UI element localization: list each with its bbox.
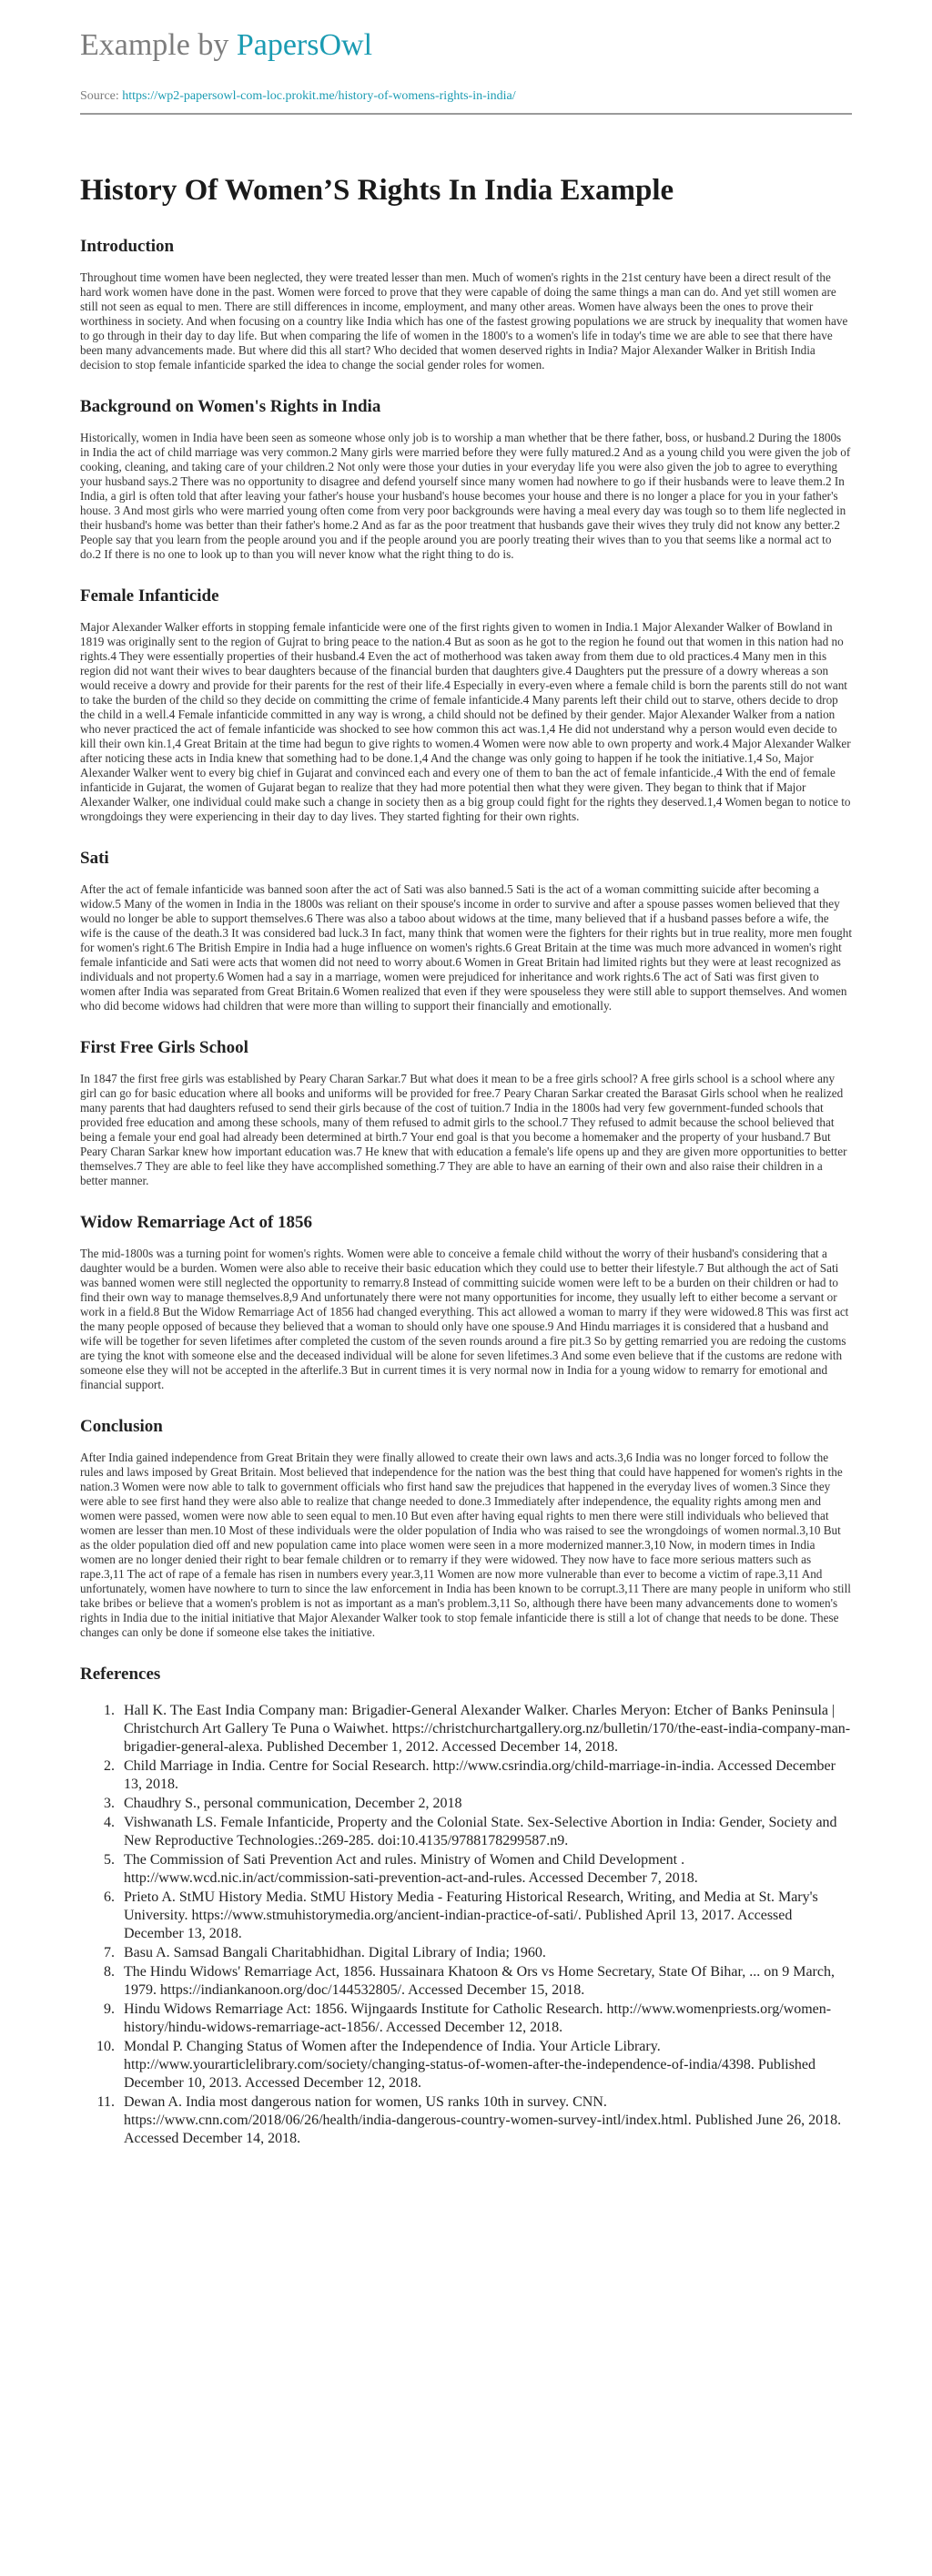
section-text-female-infanticide: Major Alexander Walker efforts in stopping female infanticide were one of the first rights given to women in India.1 Major Alexander Walker of Bowland in 1819 was originally sent to the region of Gujrat to bring peace to the nation.4 But as soon as he got to the region he found out that women in this nation had no rights.4 They were essentially properties of their husband.4 Even the act of motherhood was taken away from them due to old practices.4 Many men in this region did not want their wives to bear daughters because of the financial burden that daughters give.4 Daughters put the pressure of a dowry whereas a son would receive a dowry and provide for their parents for the rest of their life.4 Especially in every-even where a female child is born the parents still do not want to take the burden of the child so they decide on committing the crime of female infanticide.4 Many parents left their child out to starve, others decide to drop the child in a well.4 Female infanticide committed in any way is wrong, a child should not be defined by their gender. Major Alexander Walker from a nation who never practiced the act of female infanticide was shocked to see how common this act was.1,4 He did not understand why a person would even decide to kill their own kin.1,4 Great Britain at the time had begun to give rights to women.4 Women were now able to own property and work.4 Major Alexander Walker after noticing these acts in India knew that something had to be done.1,4 And the change was only going to happen if he took the initiative.1,4 So, Major Alexander Walker went to every big chief in Gujarat and convinced each and every one of them to ban the act of female infanticide.,4 With the end of female infanticide in Gujarat, the women of Gujarat began to realize that they had more potential then what they were given. They began to think that if Major Alexander Walker, one individual could make such a change in society then as a big group could fight for the rights they deserved.1,4 Women began to notice to wrongdoings they were experiencing in their day to day lives. They started fighting for their own rights. xyxy=(80,620,851,823)
references-list xyxy=(80,1702,852,2148)
reference-text: 8. The Hindu Widows' Remarriage Act, 1856. Hussainara Khatoon & Ors vs Home Secretary, State Of Bihar, ... on 9 March, 1979. https://indiankanoon.org/doc/144532805/. Accessed December 15, 2018. xyxy=(124,1964,835,1998)
reference-text: 6. Prieto A. StMU History Media. StMU History Media - Featuring Historical Research, Writing, and Media at St. Mary's University. https://www.stmuhistorymedia.org/ancient-indian-practice-of-sati/. Published April 13, 2017. Accessed December 13, 2018. xyxy=(124,1889,818,1941)
reference-text: 11. Dewan A. India most dangerous nation for women, US ranks 10th in survey. CNN. https://www.cnn.com/2018/06/26/health/india-dangerous-country-women-survey-intl/index.html. Published June 26, 2018. Accessed December 14, 2018. xyxy=(124,2094,842,2146)
reference-item xyxy=(118,2093,852,2148)
reference-item xyxy=(118,1889,852,1943)
references-heading: References xyxy=(80,1665,161,1684)
section-heading-conclusion: Conclusion xyxy=(80,1417,163,1436)
reference-text: 3. Chaudhry S., personal communication, December 2, 2018 xyxy=(124,1796,462,1811)
section-text-widow-remarriage: The mid-1800s was a turning point for women's rights. Women were able to conceive a female child without the worry of their husband's considering that a daughter would be a burden. Women were also able to receive their basic education which they could use to better their lifestyle.7 But although the act of Sati was banned women were still neglected the opportunity to remarry.8 Instead of committing suicide women were left to be a burden on their children or had to find their own way to manage themselves.8,9 And unfortunately there were not many opportunities for income, they usually left to either become a servant or work in a field.8 But the Widow Remarriage Act of 1856 had changed everything. This act allowed a woman to marry if they were widowed.8 This was first act the many people opposed of because they believed that a woman to should only have one spouse.9 And Hindu marriages it is considered that a husband and wife will be together for seven lifetimes after completed the custom of the seven rounds around a fire pit.3 So by getting remarried you are redoing the customs are tying the knot with someone else and the deceased individual will be alone for seven lifetimes.3 And some even believe that if the customs are redone with someone else they will not be accepted in the afterlife.3 But in current times it is very normal now in India for a young widow to remarry for emotional and financial support. xyxy=(80,1247,849,1391)
section-heading-introduction: Introduction xyxy=(80,237,175,256)
section-text-conclusion: After India gained independence from Great Britain they were finally allowed to create their own laws and acts.3,6 India was no longer forced to follow the rules and laws imposed by Great Britain. Most believed that independence for the nation was the best thing that could have happened for women's rights in the nation.3 Women were now able to talk to government officials who first hand saw the prejudices that happened in the everyday lives of women.3 Since they were able to see first hand they were also able to realize that change needed to done.3 Immediately after independence, the equality rights among men and women were passed, women were now able to seen equal to men.10 But even after having equal rights to men there were still individuals who believed that women are lesser than men.10 Most of these individuals were the older population of India who was raised to see the wrongdoings of women normal.3,10 But as the older population died off and new population came into place women were seen in a more modernized manner.3,10 Now, in modern times in India women are no longer denied their right to bear female children or to remarry if they were widowed. They now have to face more serious matters such as rape.3,11 The act of rape of a female has risen in numbers every year.3,11 Women are now more vulnerable than ever to become a victim of rape.3,11 And unfortunately, women have nowhere to turn to since the law enforcement in India has been known to be corrupt.3,11 There are many people in uniform who still take bribes or believe that a women's problem is not as important as a man's problem.3,11 So, although there have been many advancements done to women's rights in India due to the initial initiative that Major Alexander Walker took to stop female infanticide there is still a lot of change that needs to be done. These changes can only be done if someone else takes the initiative. xyxy=(80,1451,851,1639)
reference-item xyxy=(118,2001,852,2037)
reference-text: 4. Vishwanath LS. Female Infanticide, Property and the Colonial State. Sex-Selective Abortion in India: Gender, Society and New Reproductive Technologies.:269-285. doi:10.4135/9788178299587.n9. xyxy=(124,1815,837,1848)
section-text-first-free-girls-school: In 1847 the first free girls was established by Peary Charan Sarkar.7 But what does it mean to be a free girls school? A free girls school is a school where any girl can go for basic education where all books and uniforms will be provided for free.7 Peary Charan Sarkar created the Barasat Girls school when he realized many parents that had daughters refused to send their girls because of the cost of tuition.7 India in the 1800s had very few government-funded schools that provided free education and among these schools, many of them refused to admit girls to the school.7 They refused to admit because the school believed that being a female your end goal had already been determined at birth.7 Your end goal is that you become a homemaker and the property of your husband.7 But Peary Charan Sarkar knew how important education was.7 He knew that with education a female's life opens up and they are given more opportunities to better themselves.7 They are able to feel like they have accomplished something.7 They are able to have an earning of their own and also raise their children in a better manner. xyxy=(80,1072,847,1187)
section-heading-background: Background on Women's Rights in India xyxy=(80,397,381,416)
brand-name-link[interactable]: PapersOwl xyxy=(236,28,373,62)
brand-header xyxy=(80,25,852,66)
reference-item xyxy=(118,1851,852,1888)
source-url-link[interactable]: https://wp2-papersowl-com-loc.prokit.me/history-of-womens-rights-in-india/ xyxy=(122,89,516,103)
section-text-introduction: Throughout time women have been neglected, they were treated lesser than men. Much of women's rights in the 21st century have been a direct result of the hard work women have done in the past. Women were forced to prove that they were capable of doing the same things a man can do. And yet still women are still not seen as equal to men. There are still differences in income, employment, and many other areas. Women have always been the ones to prove their worthiness in society. And when focusing on a country like India which has one of the fastest growing populations we are struck by inequality that women have to go through in their day to day life. But when comparing the life of women in the 1800's to a women's life in today's time we are able to see that there have been many advancements made. But where did this all start? Who decided that women deserved rights in India? Major Alexander Walker in British India decision to stop female infanticide sparked the idea to change the social gender roles for women. xyxy=(80,270,848,372)
section-heading-female-infanticide: Female Infanticide xyxy=(80,586,219,606)
reference-item xyxy=(118,1702,852,1756)
reference-text: 10. Mondal P. Changing Status of Women after the Independence of India. Your Article Library. http://www.yourarticlelibrary.com/society/changing-status-of-women-after-the-independence-of-india/4398. Published December 10, 2013. Accessed December 12, 2018. xyxy=(124,2039,816,2091)
reference-item xyxy=(118,2038,852,2092)
reference-item xyxy=(118,1814,852,1850)
section-heading-sati: Sati xyxy=(80,849,109,868)
reference-text: 9. Hindu Widows Remarriage Act: 1856. Wijngaards Institute for Catholic Research. http://www.womenpriests.org/women-history/hindu-widows-remarriage-act-1856/. Accessed December 12, 2018. xyxy=(124,2001,832,2035)
reference-item xyxy=(118,1795,852,1813)
section-text-background: Historically, women in India have been seen as someone whose only job is to worship a man whether that be there father, boss, or husband.2 During the 1800s in India the act of child marriage was very common.2 Many girls were married before they were fully matured.2 And as a young child you were given the job of cooking, cleaning, and taking care of your children.2 Not only were those your duties in your everyday life you were also given the job to agree to everything your husband says.2 There was no opportunity to disagree and defend yourself since many women had nowhere to go if their husbands were to leave them.2 In India, a girl is often told that after leaving your father's house your husband's house becomes your house and there is no longer a place for you in your father's house. 3 And most girls who were married young often come from very poor backgrounds were having a meal every day was tough so to them life neglected in their husband's home was better than their father's home.2 And as far as the poor treatment that husbands gave their wives they truly did not know any better.2 People say that you learn from the people around you and if the people around you are poorly treating their wives than to you that seems like a normal act to do.2 If there is no one to look up to than you will never know what the right thing to do is. xyxy=(80,431,851,561)
reference-text: 5. The Commission of Sati Prevention Act and rules. Ministry of Women and Child Development . http://www.wcd.nic.in/act/commission-sati-prevention-act-and-rules. Accessed December 7, 2018. xyxy=(124,1852,698,1886)
header-divider xyxy=(80,113,852,115)
brand-prefix: Example by xyxy=(80,28,237,62)
reference-text: 7. Basu A. Samsad Bangali Charitabhidhan. Digital Library of India; 1960. xyxy=(124,1945,546,1960)
reference-item xyxy=(118,1944,852,1962)
page-title: History Of Women’S Rights In India Example xyxy=(80,174,674,207)
reference-item xyxy=(118,1963,852,2000)
section-heading-first-free-girls-school: First Free Girls School xyxy=(80,1038,248,1057)
reference-text: 2. Child Marriage in India. Centre for Social Research. http://www.csrindia.org/child-marriage-in-india. Accessed December 13, 2018. xyxy=(124,1758,836,1792)
section-heading-widow-remarriage: Widow Remarriage Act of 1856 xyxy=(80,1213,313,1232)
section-text-sati: After the act of female infanticide was banned soon after the act of Sati was also banned.5 Sati is the act of a woman committing suicide after becoming a widow.5 Many of the women in India in the 1800s was reliant on their spouse's income in order to survive and after a spouse passes women believed that they would no longer be able to support themselves.6 There was also a taboo about widows at the time, many believed that if a husband passes before a wife, the wife is the cause of the death.3 It was considered bad luck.3 In fact, many think that women were the fighters for their rights but in true reality, more men fought for women's right.6 The British Empire in India had a huge influence on women's rights.6 Great Britain at the time was much more advanced in women's right female infanticide and Sati were acts that women did not need to worry about.6 Women in Great Britain had limited rights but they were at least recognized as individuals and not property.6 Women had a say in a marriage, women were prejudiced for inheritance and work rights.6 The act of Sati was first given to women after India was separated from Great Britain.6 Women realized that even if they were spouseless they were still able to support themselves. And women who did become widows had children that were more than willing to support their financially and emotionally. xyxy=(80,882,853,1013)
reference-item xyxy=(118,1757,852,1794)
reference-text: 1. Hall K. The East India Company man: Brigadier-General Alexander Walker. Charles Meryon: Etcher of Banks Peninsula | Christchurch Art Gallery Te Puna o Waiwhet. https://christchurchartgallery.org.nz/bulletin/170/the-east-india-company-man-brigadier-general-alexa. Published December 1, 2012. Accessed December 14, 2018. xyxy=(124,1703,851,1755)
source-line xyxy=(80,89,852,104)
source-label: Source: xyxy=(80,89,123,103)
